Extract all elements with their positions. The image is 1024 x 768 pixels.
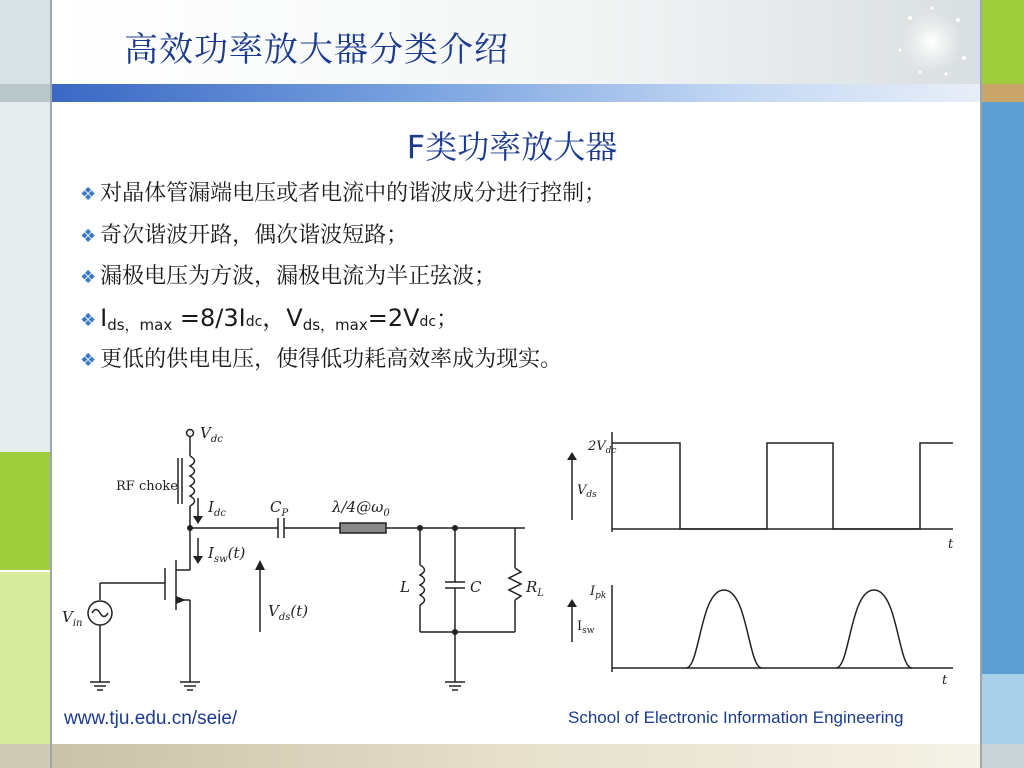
bullet-text: 对晶体管漏端电压或者电流中的谐波成分进行控制；: [100, 181, 607, 206]
svg-text:Idc: $I_{dc}$: [208, 498, 226, 519]
svg-text:t: t: [948, 537, 954, 552]
svg-text:Vds: $V_{ds}$: [577, 483, 597, 500]
footer-url-link[interactable]: www.tju.edu.cn/seie/: [64, 708, 238, 729]
bullet-low-supply: [80, 342, 562, 373]
svg-text:Vin: $V_{in}$: [62, 608, 83, 629]
bullet-peak-values: ❖ $I_{ds,max} =8/3Idc$，$V_{ds,max}=2Vdc$；: [80, 304, 459, 334]
svg-text:Ipk: $I_{pk}$: [590, 584, 607, 601]
svg-text:L: L: [400, 578, 410, 596]
diamond-bullet-icon: ❖: [80, 350, 97, 371]
diamond-bullet-icon: ❖: [80, 226, 97, 247]
diamond-bullet-icon: ❖: [80, 267, 97, 288]
svg-text:CP: $C_P$: [270, 498, 289, 519]
svg-text:C: C: [470, 578, 482, 596]
footer-school-name: School of Electronic Information Engineering: [568, 708, 904, 727]
svg-text:Isw(t): $I_{sw}(t)$: [208, 544, 246, 565]
section-title: F类功率放大器: [406, 128, 618, 166]
waveform-plots: [560, 420, 965, 690]
diamond-bullet-icon: ❖: [80, 310, 97, 331]
bullet-harmonic-control: [80, 176, 606, 207]
page-title: 高效功率放大器分类介绍: [124, 30, 509, 70]
bullet-text: 漏极电压为方波，漏极电流为半正弦波；: [100, 264, 497, 289]
svg-text:λ/4@ω0: $\lambda/4@\omega_0$: [332, 498, 390, 519]
svg-text:Vdc: $V_{dc}$: [200, 424, 223, 445]
sparkle-decoration: [880, 0, 980, 84]
svg-text:Isw: $I_{sw}$: [577, 619, 595, 636]
diamond-bullet-icon: ❖: [80, 184, 97, 205]
class-f-circuit-diagram: [60, 420, 558, 700]
bullet-waveforms: [80, 259, 496, 290]
footer-accent-bar: [52, 744, 980, 768]
bullet-harmonic-termination: [80, 218, 408, 249]
bullet-text: 奇次谐波开路，偶次谐波短路；: [100, 223, 409, 248]
svg-text:RF choke: RF choke: [116, 479, 178, 494]
bullet-text: 更低的供电电压，使得低功耗高效率成为现实。: [100, 347, 563, 372]
svg-text:2Vdc: $2V_{dc}$: [588, 439, 617, 456]
header-accent-bar: [52, 84, 980, 102]
svg-text:RL: $R_L$: [526, 578, 544, 599]
svg-text:Vds(t): $V_{ds}(t)$: [268, 602, 309, 623]
svg-text:t: t: [942, 673, 948, 688]
